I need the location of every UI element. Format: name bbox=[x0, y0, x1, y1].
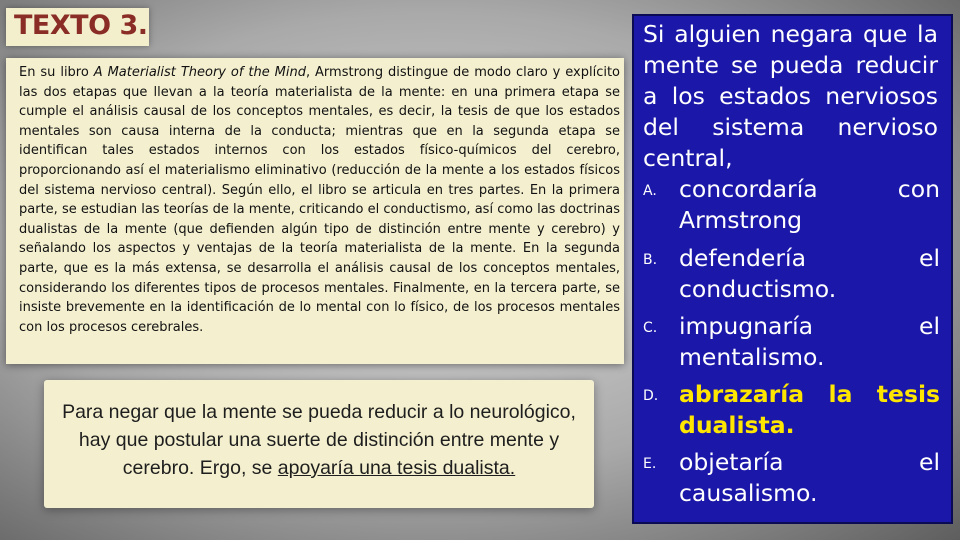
option-e-letter: E. bbox=[643, 456, 657, 472]
option-c[interactable] bbox=[643, 311, 940, 373]
title-box bbox=[6, 8, 149, 46]
answer-note-box bbox=[44, 380, 594, 508]
passage-part1: En su libro bbox=[19, 65, 94, 80]
question-stem: Si alguien negara que la mente se pueda reducir a los estados nerviosos del sistema nervioso central, bbox=[643, 20, 938, 172]
option-a[interactable] bbox=[643, 174, 940, 236]
option-a-letter: A. bbox=[643, 183, 657, 199]
answer-note-text bbox=[56, 398, 582, 482]
option-e-text: objetaría el causalismo. bbox=[679, 448, 940, 507]
answer-note-line1: Para negar que la mente se pueda reducir a lo neurológico, hay que postular una suerte de distinción entre mente y cerebro. Ergo, se bbox=[62, 401, 576, 479]
passage-book-title: A Materialist Theory of the Mind bbox=[93, 65, 306, 80]
option-b-letter: B. bbox=[643, 252, 658, 268]
option-e[interactable] bbox=[643, 447, 940, 509]
option-c-text: impugnaría el mentalismo. bbox=[679, 312, 940, 371]
option-d-correct[interactable] bbox=[643, 379, 940, 441]
answer-note-line2: apoyaría una tesis dualista. bbox=[277, 457, 516, 479]
option-b-text: defendería el conductismo. bbox=[679, 244, 940, 303]
option-b[interactable] bbox=[643, 243, 940, 305]
question-panel bbox=[632, 14, 953, 524]
option-c-letter: C. bbox=[643, 320, 658, 336]
option-d-letter: D. bbox=[643, 388, 659, 404]
option-a-text: concordaría con Armstrong bbox=[679, 175, 940, 234]
passage-text bbox=[19, 63, 620, 337]
option-d-text: abrazaría la tesis dualista. bbox=[679, 380, 940, 439]
passage-box bbox=[6, 58, 624, 364]
passage-part2: , Armstrong distingue de modo claro y explícito las dos etapas que llevan a la teoría materialista de la mente: en una primera etapa se cumple el análisis causal de los conceptos mentales, es decir, la tesis de que los estados mentales son causa interna de la conducta; mientras que en la segunda etapa se identifican tales estados internos con los estados físico-químicos del cerebro, proporcionando así el materialismo eliminativo (reducción de la mente a los estados físicos del sistema nervioso central). Según ello, el libro se articula en tres partes. En la primera parte, se estudian las teorías de la mente, criticando el conductismo, así como las doctrinas dualistas de la mente (que defienden algún tipo de distinción entre mente y cerebro) y señalando los aspectos y ventajas de la teoría materialista de la mente. En la segunda parte, que es la más extensa, se desarrolla el análisis causal de los conceptos mentales, considerando los diferentes tipos de procesos mentales. Finalmente, en la tercera parte, se insiste brevemente en la identificación de lo mental con lo físico, de los procesos mentales con los procesos cerebrales. bbox=[19, 65, 621, 335]
slide-title: TEXTO 3. bbox=[14, 10, 148, 41]
